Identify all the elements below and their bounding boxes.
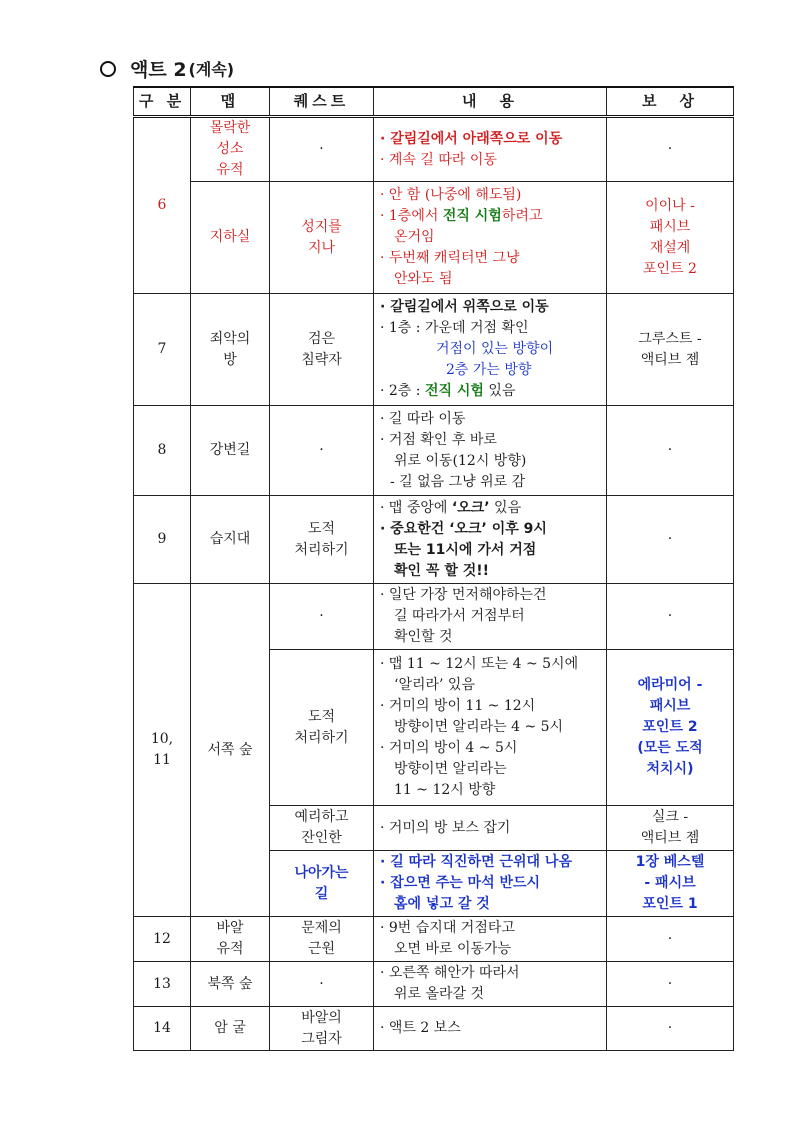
table-row — [134, 182, 734, 294]
map-cell: 지하실 — [191, 182, 270, 294]
table-row — [134, 294, 734, 406]
reward-cell: · — [607, 496, 734, 584]
reward-cell: · — [607, 406, 734, 496]
quest-cell: 예리하고 잔인한 — [270, 806, 374, 851]
quest-cell: 바알의 그림자 — [270, 1007, 374, 1051]
content-cell: · 갈림길에서 위쪽으로 이동 · 1층 : 가운데 거점 확인 거점이 있는 방향이 2층 가는 방향 · 2층 : 전직 시험 있음 — [374, 294, 607, 406]
section-heading — [100, 55, 234, 82]
quest-cell: · — [270, 406, 374, 496]
quest-cell: · — [270, 962, 374, 1007]
reward-cell: · — [607, 917, 734, 962]
col-header: 구 분 — [134, 87, 191, 117]
map-cell: 강변길 — [191, 406, 270, 496]
content-cell: · 안 함 (나중에 해도됨) · 1층에서 전직 시험하려고 온거임 · 두번째 캐릭터면 그냥 안와도 됨 — [374, 182, 607, 294]
header-row — [134, 87, 734, 117]
reward-cell: 이이나 - 패시브 재설계 포인트 2 — [607, 182, 734, 294]
content-cell: · 9번 습지대 거점타고 오면 바로 이동가능 — [374, 917, 607, 962]
heading-title: 액트 2 — [130, 59, 187, 81]
map-cell: 죄악의 방 — [191, 294, 270, 406]
map-cell: 바알 유적 — [191, 917, 270, 962]
row-number: 13 — [134, 962, 191, 1007]
heading-sub: (계속) — [188, 60, 235, 79]
row-number: 8 — [134, 406, 191, 496]
content-cell: · 길 따라 이동 · 거점 확인 후 바로 위로 이동(12시 방향) - 길 없음 그냥 위로 감 — [374, 406, 607, 496]
row-number: 6 — [134, 117, 191, 294]
quest-cell: · — [270, 584, 374, 650]
quest-table — [133, 86, 734, 1051]
quest-cell: 문제의 근원 — [270, 917, 374, 962]
quest-cell: 성지를 지나 — [270, 182, 374, 294]
table-row — [134, 496, 734, 584]
quest-cell: 도적 처리하기 — [270, 496, 374, 584]
row-number: 7 — [134, 294, 191, 406]
reward-cell: 실크 - 액티브 젬 — [607, 806, 734, 851]
table-row — [134, 406, 734, 496]
content-cell: · 일단 가장 먼저해야하는건 길 따라가서 거점부터 확인할 것 — [374, 584, 607, 650]
map-cell: 북쪽 숲 — [191, 962, 270, 1007]
row-number: 9 — [134, 496, 191, 584]
map-cell: 암 굴 — [191, 1007, 270, 1051]
reward-cell: 그루스트 - 액티브 젬 — [607, 294, 734, 406]
quest-cell: 나아가는 길 — [270, 851, 374, 917]
quest-cell: 검은 침략자 — [270, 294, 374, 406]
table-row — [134, 117, 734, 182]
quest-cell: 도적 처리하기 — [270, 650, 374, 806]
quest-cell: · — [270, 117, 374, 182]
col-header: 내 용 — [374, 87, 607, 117]
content-cell: · 갈림길에서 아래쪽으로 이동 · 계속 길 따라 이동 — [374, 117, 607, 182]
col-header: 맵 — [191, 87, 270, 117]
row-number: 12 — [134, 917, 191, 962]
table-row — [134, 1007, 734, 1051]
reward-cell: · — [607, 117, 734, 182]
map-cell: 습지대 — [191, 496, 270, 584]
reward-cell: 에라미어 - 패시브 포인트 2 (모든 도적 처치시) — [607, 650, 734, 806]
reward-cell: · — [607, 962, 734, 1007]
reward-cell: 1장 베스텔 - 패시브 포인트 1 — [607, 851, 734, 917]
table-row — [134, 584, 734, 650]
content-cell: · 거미의 방 보스 잡기 — [374, 806, 607, 851]
content-cell: · 오른쪽 해안가 따라서 위로 올라갈 것 — [374, 962, 607, 1007]
content-cell: · 맵 중앙에 ‘오크’ 있음 · 중요한건 ‘오크’ 이후 9시 또는 11시에 가서 거점 확인 꼭 할 것!! — [374, 496, 607, 584]
row-number: 10, 11 — [134, 584, 191, 917]
map-cell: 몰락한 성소 유적 — [191, 117, 270, 182]
circle-bullet-icon — [100, 61, 116, 77]
table-row — [134, 962, 734, 1007]
content-cell: · 길 따라 직진하면 근위대 나옴 · 잡으면 주는 마석 반드시 홈에 넣고 갈 것 — [374, 851, 607, 917]
col-header: 보 상 — [607, 87, 734, 117]
reward-cell: · — [607, 1007, 734, 1051]
content-cell: · 액트 2 보스 — [374, 1007, 607, 1051]
table-row — [134, 917, 734, 962]
reward-cell: · — [607, 584, 734, 650]
content-cell: · 맵 11 ~ 12시 또는 4 ~ 5시에 ‘알리라’ 있음 · 거미의 방이 11 ~ 12시 방향이면 알리라는 4 ~ 5시 · 거미의 방이 4 ~ 5시 방향이면 알리라는 11 ~ 12시 방향 — [374, 650, 607, 806]
col-header: 퀘스트 — [270, 87, 374, 117]
row-number: 14 — [134, 1007, 191, 1051]
map-cell: 서쪽 숲 — [191, 584, 270, 917]
